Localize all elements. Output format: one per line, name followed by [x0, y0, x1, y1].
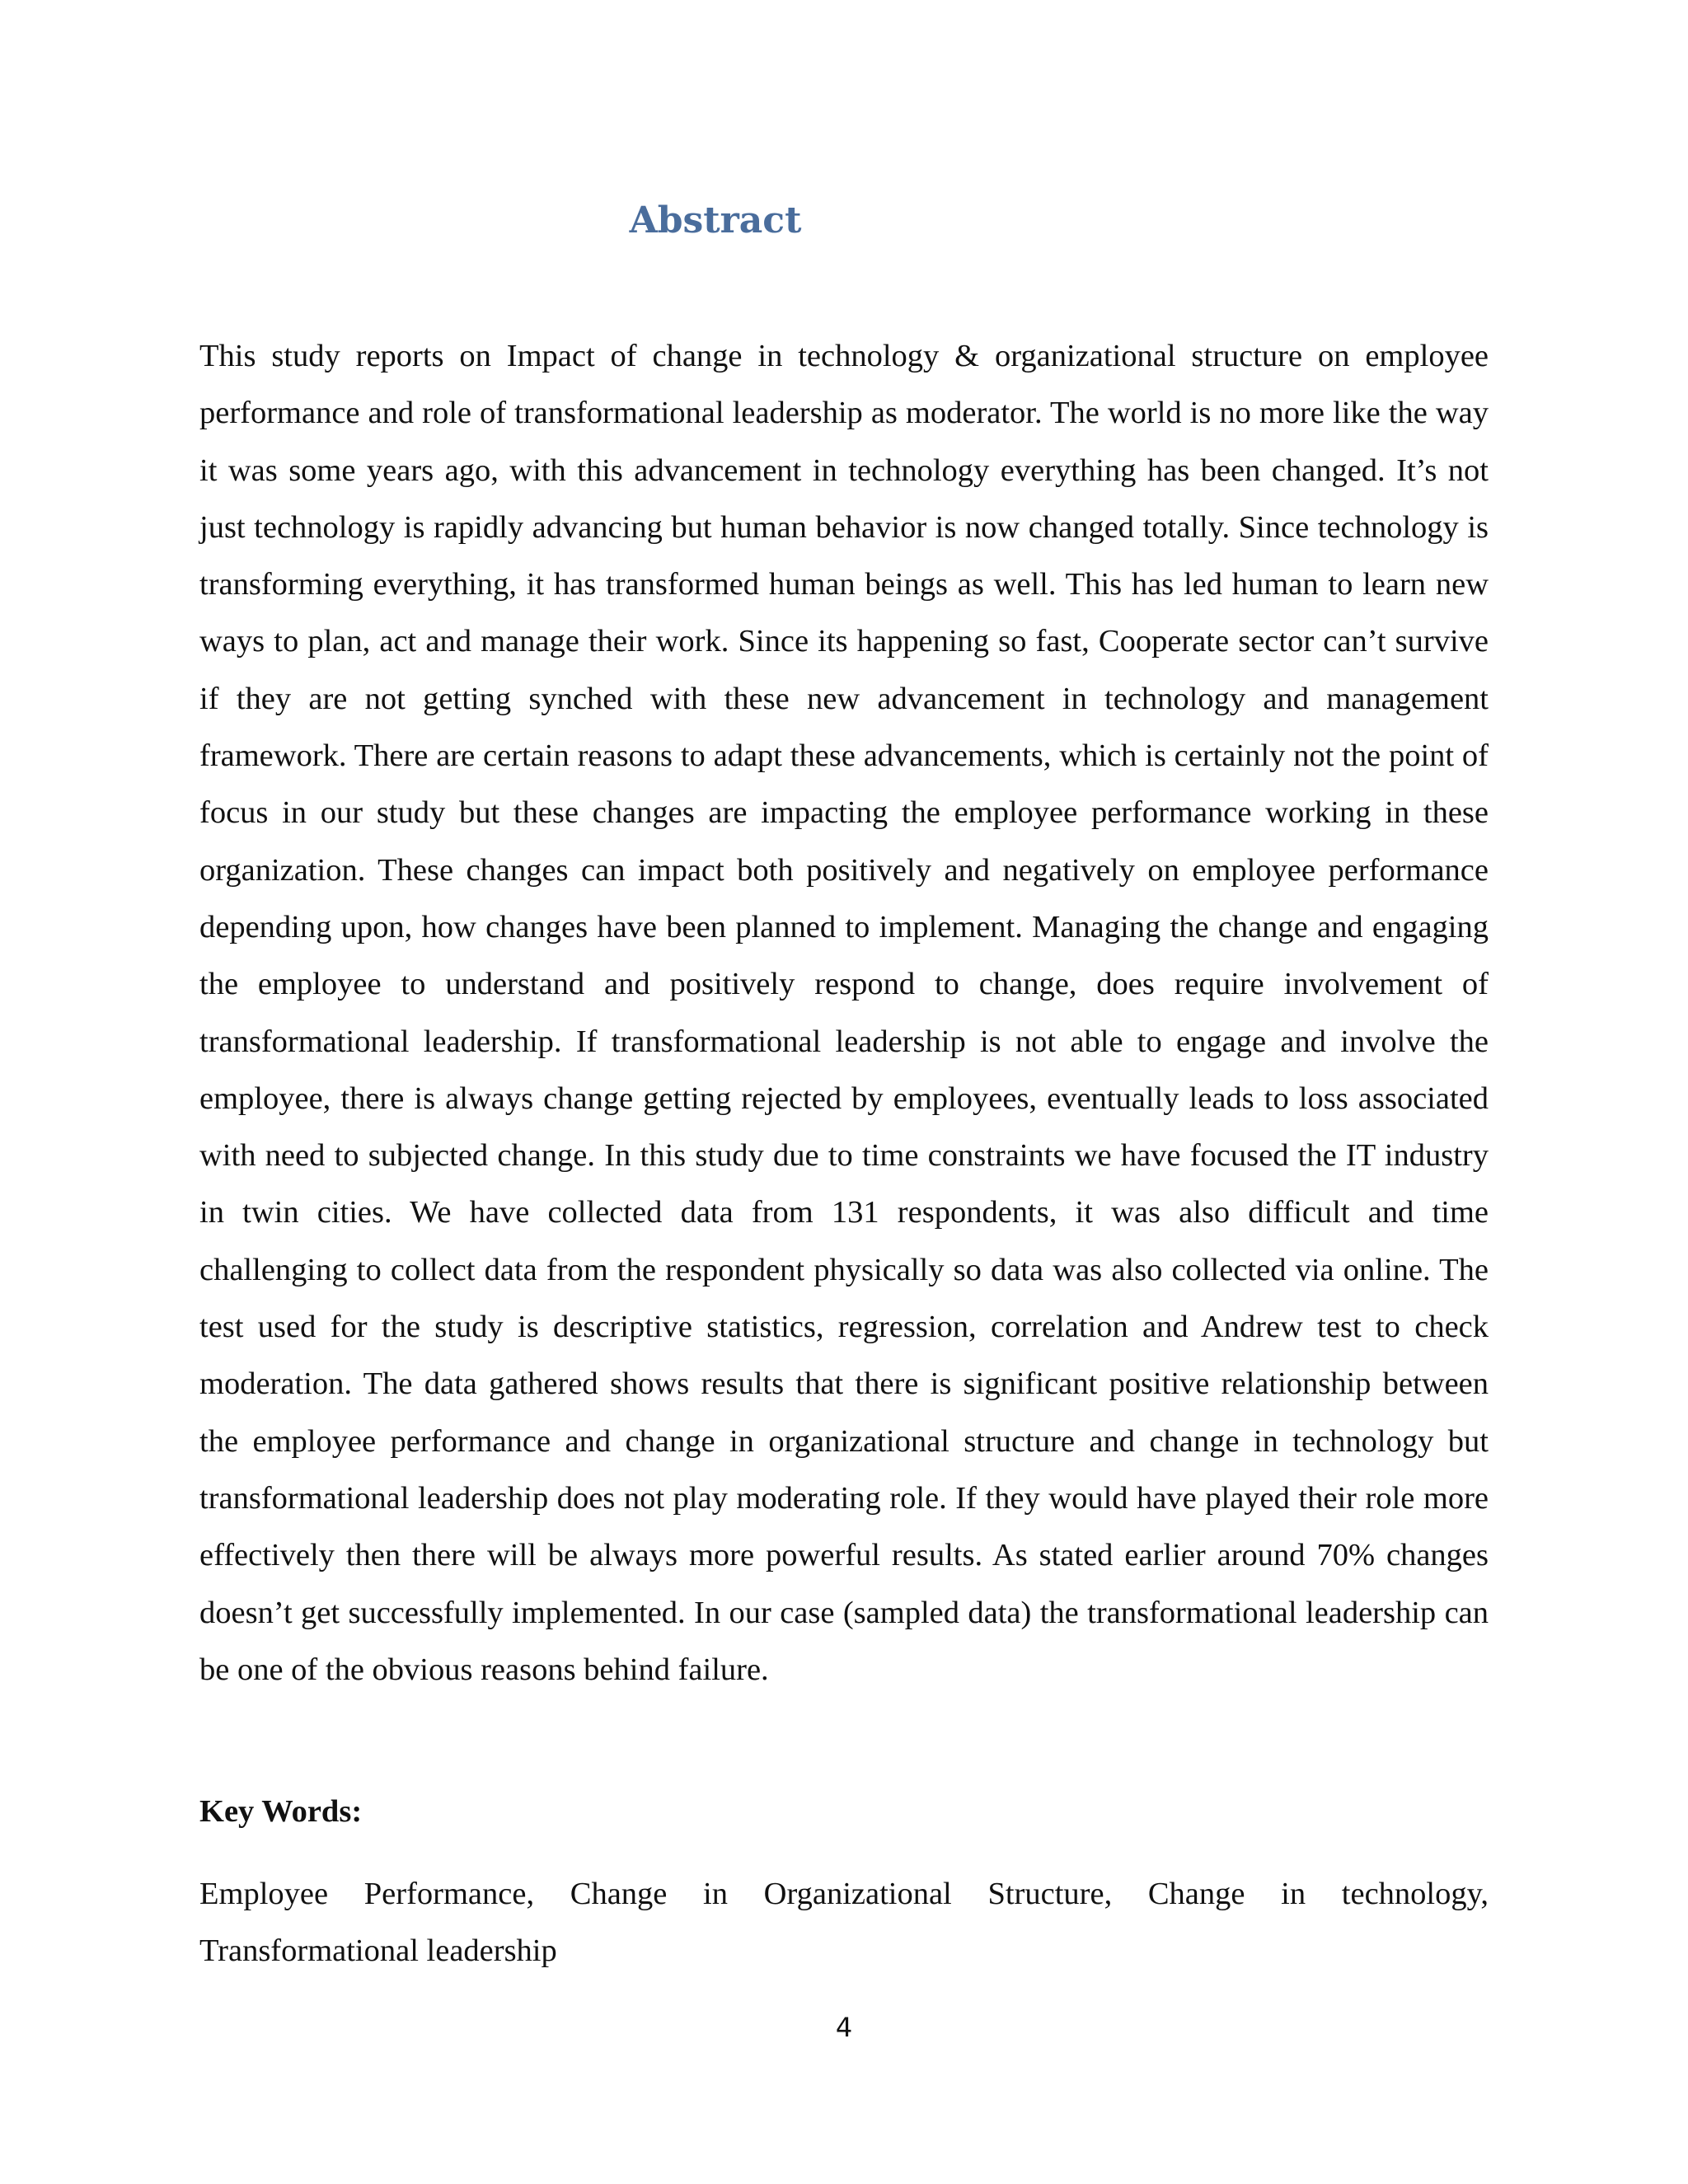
abstract-title: Abstract: [629, 199, 802, 241]
keywords-list: Employee Performance, Change in Organizational Structure, Change in technology, Transformational leadership: [199, 1877, 1489, 1969]
abstract-body: This study reports on Impact of change in technology & organizational structure on employee performance and role of transformational leadership as moderator. The world is no more like the way it was some years ago, with this advancement in technology everything has been changed. It’s not just technology is rapidly advancing but human behavior is now changed totally. Since technology is transforming everything, it has transformed human beings as well. This has led human to learn new ways to plan, act and manage their work. Since its happening so fast, Cooperate sector can’t survive if they are not getting synched with these new advancement in technology and management framework. There are certain reasons to adapt these advancements, which is certainly not the point of focus in our study but these changes are impacting the employee performance working in these organization. These changes can impact both positively and negatively on employee performance depending upon, how changes have been planned to implement. Managing the change and engaging the employee to understand and positively respond to change, does require involvement of transformational leadership. If transformational leadership is not able to engage and involve the employee, there is always change getting rejected by employees, eventually leads to loss associated with need to subjected change. In this study due to time constraints we have focused the IT industry in twin cities. We have collected data from 131 respondents, it was also difficult and time challenging to collect data from the respondent physically so data was also collected via online. The test used for the study is descriptive statistics, regression, correlation and Andrew test to check moderation. The data gathered shows results that there is significant positive relationship between the employee performance and change in organizational structure and change in technology but transformational leadership does not play moderating role. If they would have played their role more effectively then there will be always more powerful results. As stated earlier around 70% changes doesn’t get successfully implemented. In our case (sampled data) the transformational leadership can be one of the obvious reasons behind failure.: [199, 339, 1489, 1687]
keywords-heading: Key Words:: [199, 1794, 363, 1829]
page-number: 4: [835, 2012, 853, 2043]
